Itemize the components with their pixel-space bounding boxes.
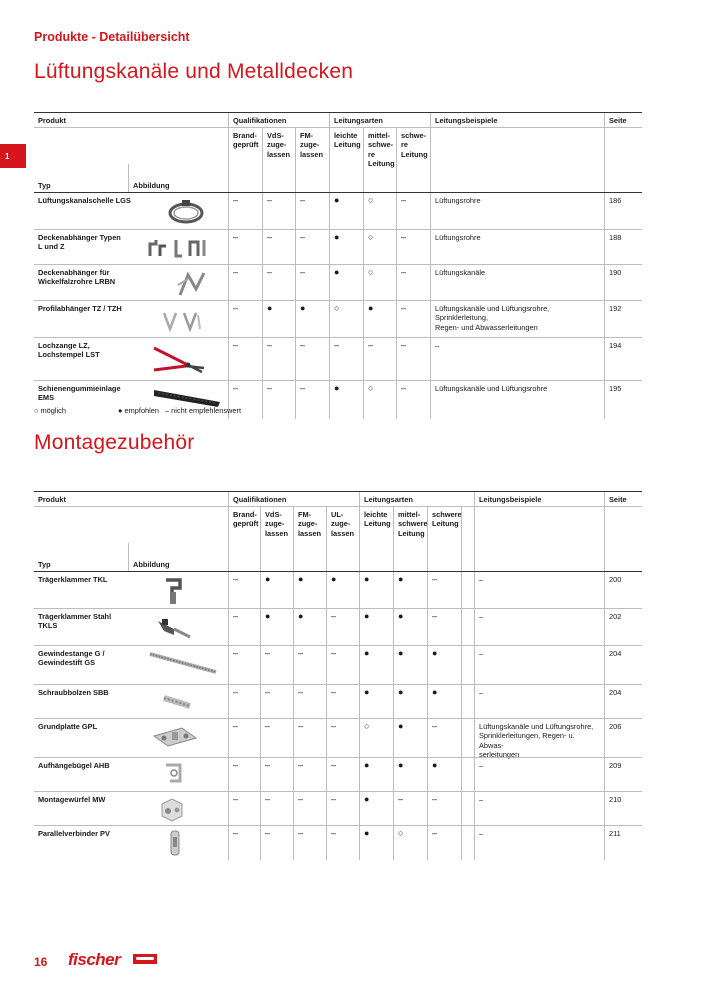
table-row: [34, 229, 642, 264]
table-row: [34, 571, 642, 608]
qualification-cell: –: [260, 719, 293, 757]
line-type-cell: ●: [363, 301, 396, 337]
qualification-cell: –: [260, 685, 293, 718]
line-type-cell: ●: [359, 826, 393, 860]
qualification-cell: –: [262, 265, 295, 300]
line-type-cell: ●: [359, 685, 393, 718]
qualification-cell: –: [228, 719, 260, 757]
table-row: [34, 645, 642, 684]
line-type-cell: ○: [359, 719, 393, 757]
qualification-cell: –: [262, 381, 295, 419]
qualification-cell: –: [326, 792, 359, 825]
profile-hanger-icon: [160, 309, 204, 335]
line-example: Lüftungskanäle und Lüftungsrohre, Sprinklerleitung, Regen- und Abwasserleitungen: [430, 301, 604, 337]
qualification-cell: –: [228, 758, 260, 791]
legend-recommended: ● empfohlen: [118, 406, 160, 415]
page-ref: 210: [604, 792, 642, 825]
qualification-cell: –: [228, 572, 260, 608]
table-row: [34, 757, 642, 791]
line-type-cell: –: [396, 338, 430, 380]
line-type-cell: –: [396, 301, 430, 337]
subheader-q4: UL- zuge- lassen: [326, 507, 359, 557]
line-type-cell: ●: [427, 646, 461, 684]
product-type: Deckenabhänger für Wickelfalzrohre LRBN: [38, 268, 116, 287]
qualification-cell: –: [326, 758, 359, 791]
qualification-cell: ●: [260, 609, 293, 645]
line-type-cell: ●: [329, 381, 363, 419]
line-type-cell: ○: [363, 265, 396, 300]
page-number: 16: [34, 955, 48, 969]
qualification-cell: –: [262, 338, 295, 380]
qualification-cell: –: [293, 792, 326, 825]
line-type-cell: ●: [329, 230, 363, 264]
line-example: Lüftungskanäle und Lüftungsrohre, Sprinklerleitungen, Regen- u. Abwas- serleitungen: [474, 719, 604, 757]
qualification-cell: –: [293, 646, 326, 684]
subheader-q3: FM- zuge- lassen: [295, 128, 329, 178]
qualification-cell: –: [326, 685, 359, 718]
page-ref: 209: [604, 758, 642, 791]
page-ref: 204: [604, 685, 642, 718]
table-row: [34, 264, 642, 300]
product-type: Profilabhänger TZ / TZH: [38, 304, 122, 313]
table-row: [34, 337, 642, 380]
subheader-typ: Typ: [38, 181, 51, 190]
qualification-cell: ●: [260, 572, 293, 608]
line-type-cell: ●: [427, 758, 461, 791]
qualification-cell: –: [228, 609, 260, 645]
qualification-cell: –: [228, 792, 260, 825]
mounting-cube-icon: [158, 796, 186, 824]
page-ref: 202: [604, 609, 642, 645]
qualification-cell: ●: [293, 572, 326, 608]
table-row: [34, 684, 642, 718]
qualification-cell: –: [326, 826, 359, 860]
qualification-cell: –: [295, 230, 329, 264]
brand-logo-badge-icon: [133, 954, 157, 964]
line-type-cell: ●: [393, 646, 427, 684]
line-type-cell: ●: [393, 758, 427, 791]
line-example: –: [474, 792, 604, 825]
line-type-cell: ○: [393, 826, 427, 860]
subheader-q3: FM- zuge- lassen: [293, 507, 326, 557]
line-type-cell: –: [427, 792, 461, 825]
subheader-l1: leichte Leitung: [329, 128, 363, 178]
line-type-cell: –: [427, 572, 461, 608]
page-ref: 188: [604, 230, 642, 264]
line-example: –: [474, 572, 604, 608]
qualification-cell: ●: [295, 301, 329, 337]
line-type-cell: –: [396, 381, 430, 419]
beam-clamp-icon: [162, 576, 186, 608]
chapter-tab: 1: [0, 144, 26, 168]
qualification-cell: –: [295, 265, 329, 300]
product-type: Montagewürfel MW: [38, 795, 106, 804]
ceiling-hanger-icon: [146, 238, 210, 262]
qualification-cell: –: [228, 193, 262, 229]
product-table-montage: [34, 491, 642, 860]
base-plate-icon: [152, 724, 198, 752]
product-type: Trägerklammer TKL: [38, 575, 108, 584]
col-header-qualifikationen: Qualifikationen: [228, 492, 359, 506]
line-example: Lüftungskanäle und Lüftungsrohre: [430, 381, 604, 419]
subheader-q1: Brand- geprüft: [228, 128, 262, 178]
line-type-cell: –: [427, 609, 461, 645]
line-type-cell: ○: [363, 193, 396, 229]
line-type-cell: ●: [359, 609, 393, 645]
product-type: Deckenabhänger Typen L und Z: [38, 233, 121, 252]
qualification-cell: –: [293, 826, 326, 860]
line-example: –: [474, 685, 604, 718]
line-example: –: [474, 826, 604, 860]
subheader-abbildung: Abbildung: [128, 557, 228, 571]
section-title-montage: Montagezubehör: [34, 431, 195, 454]
table-row: [34, 300, 642, 337]
spiral-duct-hanger-icon: [174, 269, 210, 301]
qualification-cell: –: [228, 230, 262, 264]
page-ref: 204: [604, 646, 642, 684]
page-ref: 211: [604, 826, 642, 860]
line-type-cell: ●: [393, 572, 427, 608]
line-type-cell: –: [427, 719, 461, 757]
qualification-cell: –: [293, 685, 326, 718]
line-type-cell: ●: [393, 719, 427, 757]
punch-pliers-icon: [152, 342, 208, 380]
line-type-cell: ●: [427, 685, 461, 718]
qualification-cell: –: [228, 301, 262, 337]
product-type: Aufhängebügel AHB: [38, 761, 110, 770]
product-type: Lüftungskanalschelle LGS: [38, 196, 131, 205]
page-ref: 206: [604, 719, 642, 757]
line-example: Lüftungsrohre: [430, 193, 604, 229]
table-row: [34, 791, 642, 825]
col-header-qualifikationen: Qualifikationen: [228, 113, 329, 127]
section-title-lueftung: Lüftungskanäle und Metalldecken: [34, 60, 354, 83]
product-type: Schienengummieinlage EMS: [38, 384, 121, 403]
qualification-cell: –: [228, 685, 260, 718]
legend-possible: ○ möglich: [34, 406, 66, 415]
line-example: –: [474, 758, 604, 791]
product-type: Schraubbolzen SBB: [38, 688, 109, 697]
line-example: –: [430, 338, 604, 380]
subheader-l3: schwere Leitung: [427, 507, 461, 557]
col-header-leitungsbeispiele: Leitungsbeispiele: [474, 492, 604, 506]
line-type-cell: ●: [329, 193, 363, 229]
col-header-produkt: Produkt: [38, 116, 66, 125]
line-type-cell: –: [396, 265, 430, 300]
col-header-leitungsarten: Leitungsarten: [329, 113, 430, 127]
line-type-cell: ●: [359, 792, 393, 825]
product-type: Grundplatte GPL: [38, 722, 98, 731]
line-type-cell: –: [393, 792, 427, 825]
line-type-cell: ○: [363, 230, 396, 264]
line-example: Lüftungskanäle: [430, 265, 604, 300]
line-type-cell: –: [329, 338, 363, 380]
qualification-cell: –: [260, 646, 293, 684]
qualification-cell: –: [260, 758, 293, 791]
product-type: Trägerklammer Stahl TKLS: [38, 612, 112, 631]
product-type: Parallelverbinder PV: [38, 829, 110, 838]
page-ref: 194: [604, 338, 642, 380]
qualification-cell: –: [228, 646, 260, 684]
qualification-cell: –: [295, 381, 329, 419]
stud-bolt-icon: [162, 694, 192, 712]
table-row: [34, 192, 642, 229]
qualification-cell: –: [228, 381, 262, 419]
line-type-cell: ○: [329, 301, 363, 337]
page-ref: 190: [604, 265, 642, 300]
line-type-cell: ●: [329, 265, 363, 300]
col-header-seite: Seite: [604, 113, 642, 127]
product-type: Gewindestange G / Gewindestift GS: [38, 649, 105, 668]
qualification-cell: ●: [326, 572, 359, 608]
page-ref: 195: [604, 381, 642, 419]
brand-logo: fischer: [68, 950, 121, 969]
line-type-cell: ●: [359, 572, 393, 608]
line-type-cell: –: [363, 338, 396, 380]
page-ref: 200: [604, 572, 642, 608]
line-type-cell: –: [396, 193, 430, 229]
subheader-q2: VdS- zuge- lassen: [260, 507, 293, 557]
qualification-cell: –: [228, 826, 260, 860]
table-row: [34, 718, 642, 760]
qualification-cell: ●: [293, 609, 326, 645]
col-header-leitungsarten: Leitungsarten: [359, 492, 474, 506]
page-ref: 192: [604, 301, 642, 337]
subheader-l3: schwe- re Leitung: [396, 128, 430, 178]
subheader-typ: Typ: [38, 560, 51, 569]
qualification-cell: –: [260, 792, 293, 825]
subheader-q2: VdS- zuge- lassen: [262, 128, 295, 178]
line-type-cell: –: [396, 230, 430, 264]
qualification-cell: –: [326, 646, 359, 684]
subheader-abbildung: Abbildung: [128, 178, 228, 192]
qualification-cell: –: [228, 338, 262, 380]
col-header-leitungsbeispiele: Leitungsbeispiele: [430, 113, 604, 127]
clamp-ring-icon: [164, 198, 208, 230]
qualification-cell: –: [262, 193, 295, 229]
line-type-cell: ●: [393, 609, 427, 645]
suspension-bracket-icon: [162, 761, 186, 791]
product-table-lueftung: [34, 112, 642, 419]
line-example: Lüftungsrohre: [430, 230, 604, 264]
table-row: [34, 825, 642, 860]
subheader-l2: mittel- schwe- re Leitung: [363, 128, 396, 178]
qualification-cell: –: [228, 265, 262, 300]
line-type-cell: –: [427, 826, 461, 860]
page-ref: 186: [604, 193, 642, 229]
line-type-cell: ●: [393, 685, 427, 718]
col-header-seite: Seite: [604, 492, 642, 506]
qualification-cell: –: [326, 719, 359, 757]
qualification-cell: –: [293, 758, 326, 791]
threaded-rod-icon: [148, 650, 218, 678]
subheader-q1: Brand- geprüft: [228, 507, 260, 557]
qualification-cell: ●: [262, 301, 295, 337]
qualification-cell: –: [295, 338, 329, 380]
legend-not-recommended: – nicht empfehlenswert: [165, 406, 241, 415]
product-type: Lochzange LZ, Lochstempel LST: [38, 341, 100, 360]
steel-beam-clamp-icon: [154, 615, 194, 643]
page-header: Produkte - Detailübersicht: [34, 30, 190, 44]
line-type-cell: ●: [359, 758, 393, 791]
line-type-cell: ●: [359, 646, 393, 684]
line-type-cell: ○: [363, 381, 396, 419]
subheader-l1: leichte Leitung: [359, 507, 393, 557]
qualification-cell: –: [262, 230, 295, 264]
line-example: –: [474, 609, 604, 645]
col-header-produkt: Produkt: [38, 495, 66, 504]
qualification-cell: –: [293, 719, 326, 757]
subheader-l2: mittel- schwere Leitung: [393, 507, 427, 557]
line-example: –: [474, 646, 604, 684]
qualification-cell: –: [326, 609, 359, 645]
table-row: [34, 608, 642, 645]
parallel-connector-icon: [168, 829, 182, 859]
qualification-cell: –: [260, 826, 293, 860]
qualification-cell: –: [295, 193, 329, 229]
